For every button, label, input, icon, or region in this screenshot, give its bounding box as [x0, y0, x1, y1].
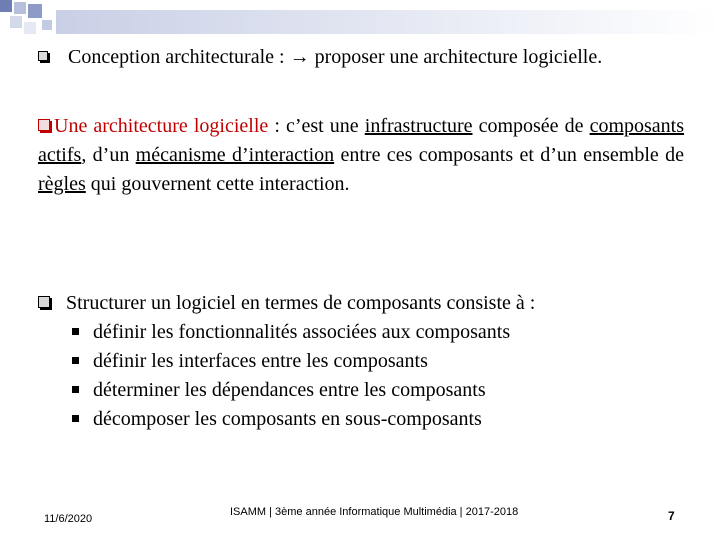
structure-title [38, 289, 535, 318]
definition-paragraph [38, 112, 684, 199]
list-item [72, 347, 535, 376]
text-segment: qui gouvernent cette interaction. [85, 173, 350, 195]
footer-course: ISAMM | 3ème année Informatique Multimédia | 2017-2018 [230, 506, 519, 518]
header-text: Conception architecturale : → proposer une architecture logicielle. [68, 46, 603, 68]
header-decoration [0, 0, 720, 46]
underlined-term: règles [38, 173, 86, 195]
underlined-term: composants actifs [38, 115, 685, 166]
text-segment: , d’un [81, 144, 136, 166]
list-item [72, 376, 535, 405]
list-item [72, 318, 535, 347]
footer-date: 11/6/2020 [44, 513, 93, 525]
text-segment: : c’est une [268, 115, 365, 137]
square-bullet-icon [72, 415, 79, 422]
list-item-text: décomposer les composants en sous-composants [93, 408, 482, 430]
list-item-text: définir les interfaces entre les composants [93, 350, 428, 372]
term-architecture: Une architecture logicielle [54, 115, 269, 137]
text-segment: entre ces composants et d’un ensemble de [334, 144, 684, 166]
header-line [38, 46, 602, 69]
checkbox-bullet-icon [38, 51, 48, 61]
square-bullet-icon [72, 386, 79, 393]
square-bullet-icon [72, 328, 79, 335]
text-segment: composée de [472, 115, 590, 137]
checkbox-bullet-icon [38, 296, 50, 308]
list-item-text: déterminer les dépendances entre les composants [93, 379, 486, 401]
underlined-term: mécanisme d’interaction [135, 144, 335, 166]
underlined-term: infrastructure [364, 115, 473, 137]
list-item [72, 405, 535, 434]
square-bullet-icon [72, 357, 79, 364]
structure-title-text: Structurer un logiciel en termes de composants consiste à : [66, 292, 536, 314]
page-number: 7 [668, 509, 675, 523]
checkbox-bullet-icon [38, 119, 50, 131]
structure-section [38, 289, 535, 434]
list-item-text: définir les fonctionnalités associées aux composants [93, 321, 511, 343]
